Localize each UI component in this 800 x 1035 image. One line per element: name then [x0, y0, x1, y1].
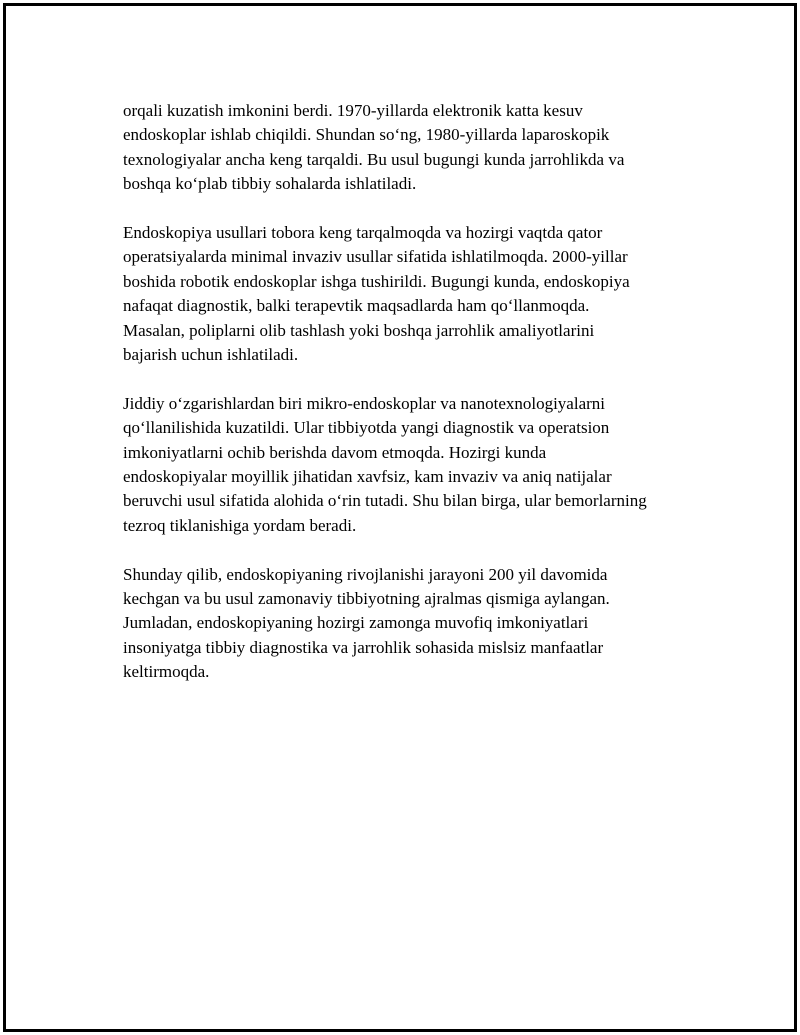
paragraph-4: Shunday qilib, endoskopiyaning rivojlanishi jarayoni 200 yil davomida kechgan va bu usul zamonaviy tibbiyotning ajralmas qismiga aylangan. Jumladan, endoskopiyaning hozirgi zamonga muvofiq imkoniyatlari insoniyatga tibbiy diagnostika va jarrohlik sohasida mislsiz manfaatlar keltirmoqda. — [123, 564, 610, 682]
paragraph-2: Endoskopiya usullari tobora keng tarqalmoqda va hozirgi vaqtda qator operatsiyalarda minimal invaziv usullar sifatida ishlatilmoqda. 2000-yillar boshida robotik endoskoplar ishga tushirildi. Bugungi kunda, endoskopiya nafaqat diagnostik, balki terapevtik maqsadlarda ham qo‘llanmoqda. Masalan, poliplarni olib tashlash yoki boshqa jarrohlik amaliyotlarini bajarish uchun ishlatiladi. — [123, 223, 630, 365]
document-body — [123, 99, 703, 709]
paragraph-1: orqali kuzatish imkonini berdi. 1970-yillarda elektronik katta kesuv endoskoplar ishlab chiqildi. Shundan so‘ng, 1980-yillarda laparoskopik texnologiyalar ancha keng tarqaldi. Bu usul bugungi kunda jarrohlikda va boshqa ko‘plab tibbiy sohalarda ishlatiladi. — [123, 101, 625, 194]
page-frame — [3, 3, 797, 1032]
paragraph-3: Jiddiy o‘zgarishlardan biri mikro-endoskoplar va nanotexnologiyalarni qo‘llanilishida kuzatildi. Ular tibbiyotda yangi diagnostik va operatsion imkoniyatlarni ochib berishda davom etmoqda. Hozirgi kunda endoskopiyalar moyillik jihatidan xavfsiz, kam invaziv va aniq natijalar beruvchi usul sifatida alohida o‘rin tutadi. Shu bilan birga, ular bemorlarning tezroq tiklanishiga yordam beradi. — [123, 393, 647, 535]
